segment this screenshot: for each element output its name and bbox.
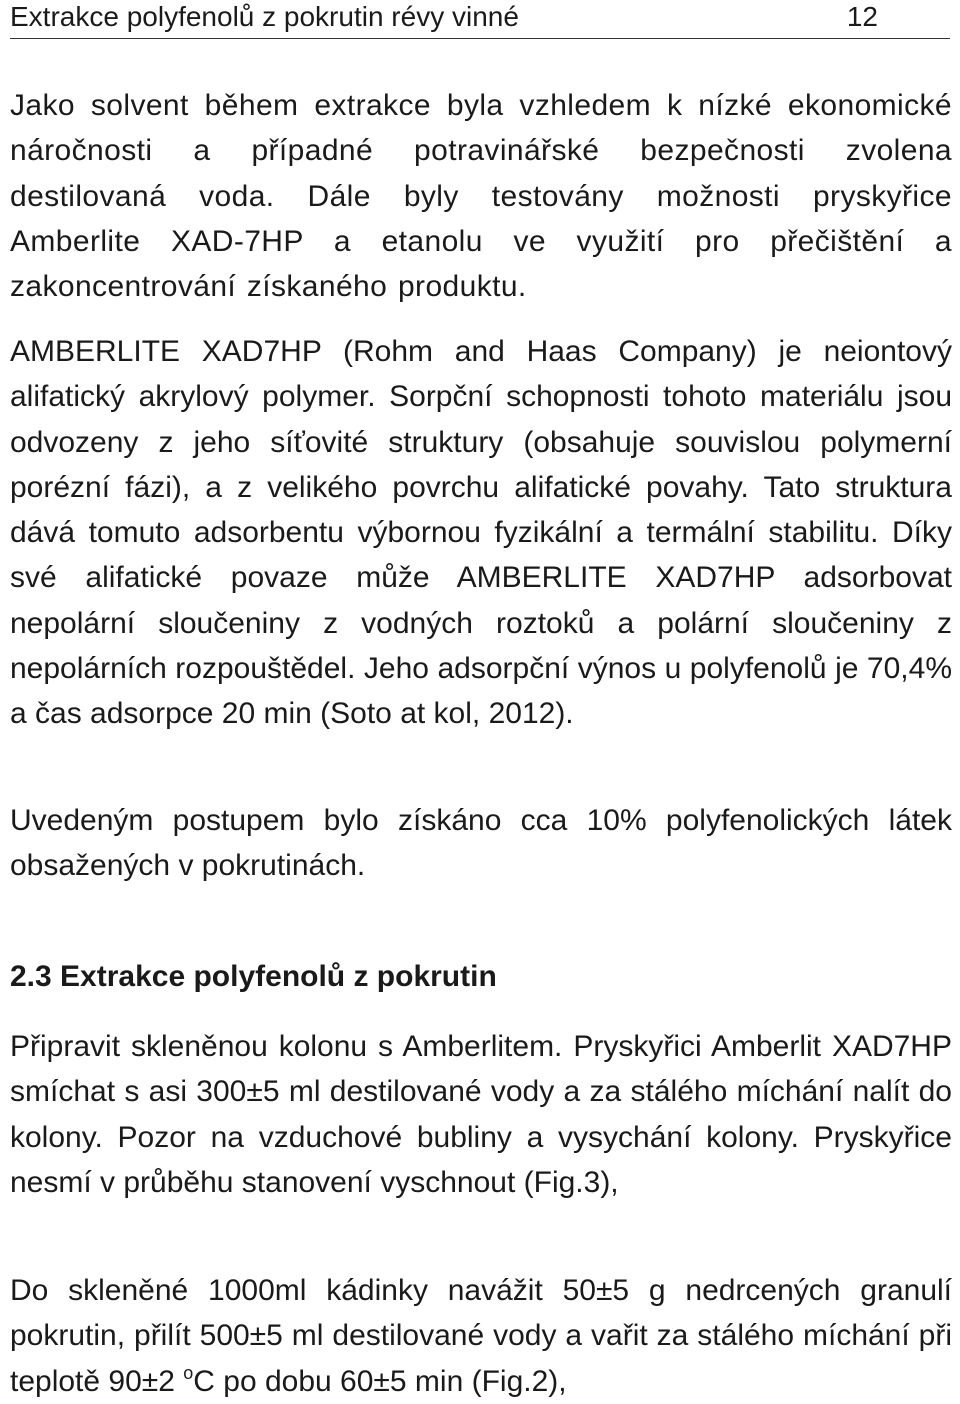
extraction-text-end: C po dobu 60±5 min (Fig.2), — [193, 1364, 567, 1398]
section-heading: 2.3 Extrakce polyfenolů z pokrutin — [10, 960, 497, 993]
paragraph-amberlite: AMBERLITE XAD7HP (Rohm and Haas Company) je neiontový alifatický akrylový polymer. Sorpční schopnosti tohoto materiálu jsou odvozeny z jeho síťovité struktury (obsahuje souvislou polymerní porézní fázi), a z velikého povrchu alifatické povahy. Tato struktura dává tomuto adsorbentu výbornou fyzikální a termální stabilitu. Díky své alifatické povaze může AMBERLITE XAD7HP adsorbovat nepolární sloučeniny z vodných roztoků a polární sloučeniny z nepolárních rozpouštědel. Jeho adsorpční výnos u polyfenolů je 70,4% a čas adsorpce 20 min (Soto at kol, 2012). — [10, 335, 952, 731]
running-title: Extrakce polyfenolů z pokrutin révy vinné — [10, 1, 519, 32]
page-header — [10, 0, 950, 39]
paragraph-solvent: Jako solvent během extrakce byla vzhledem k nízké ekonomické náročnosti a případné potravinářské bezpečnosti zvolena destilovaná voda. Dále byly testovány možnosti pryskyřice Amberlite XAD-7HP a etanolu ve využití pro přečištění a zakoncentrování získaného produktu. — [10, 89, 952, 304]
paragraph-yield: Uvedeným postupem bylo získáno cca 10% polyfenolických látek obsažených v pokrutinách. — [10, 804, 952, 883]
paragraph-extraction — [10, 1268, 952, 1404]
paragraph-column-prep: Připravit skleněnou kolonu s Amberlitem. Pryskyřici Amberlit XAD7HP smíchat s asi 300±5 ml destilované vody a za stálého míchání nalít do kolony. Pozor na vzduchové bubliny a vysychání kolony. Pryskyřice nesmí v průběhu stanovení vyschnout (Fig.3), — [10, 1030, 952, 1199]
extraction-text-start: Do skleněné 1000ml kádinky navážit 50±5 g nedrcených granulí pokrutin, přilít 500±5 ml destilované vody a vařit za stálého míchání při teplotě 90±2 — [10, 1274, 952, 1398]
degree-superscript: o — [183, 1362, 194, 1383]
page-number: 12 — [846, 1, 878, 32]
